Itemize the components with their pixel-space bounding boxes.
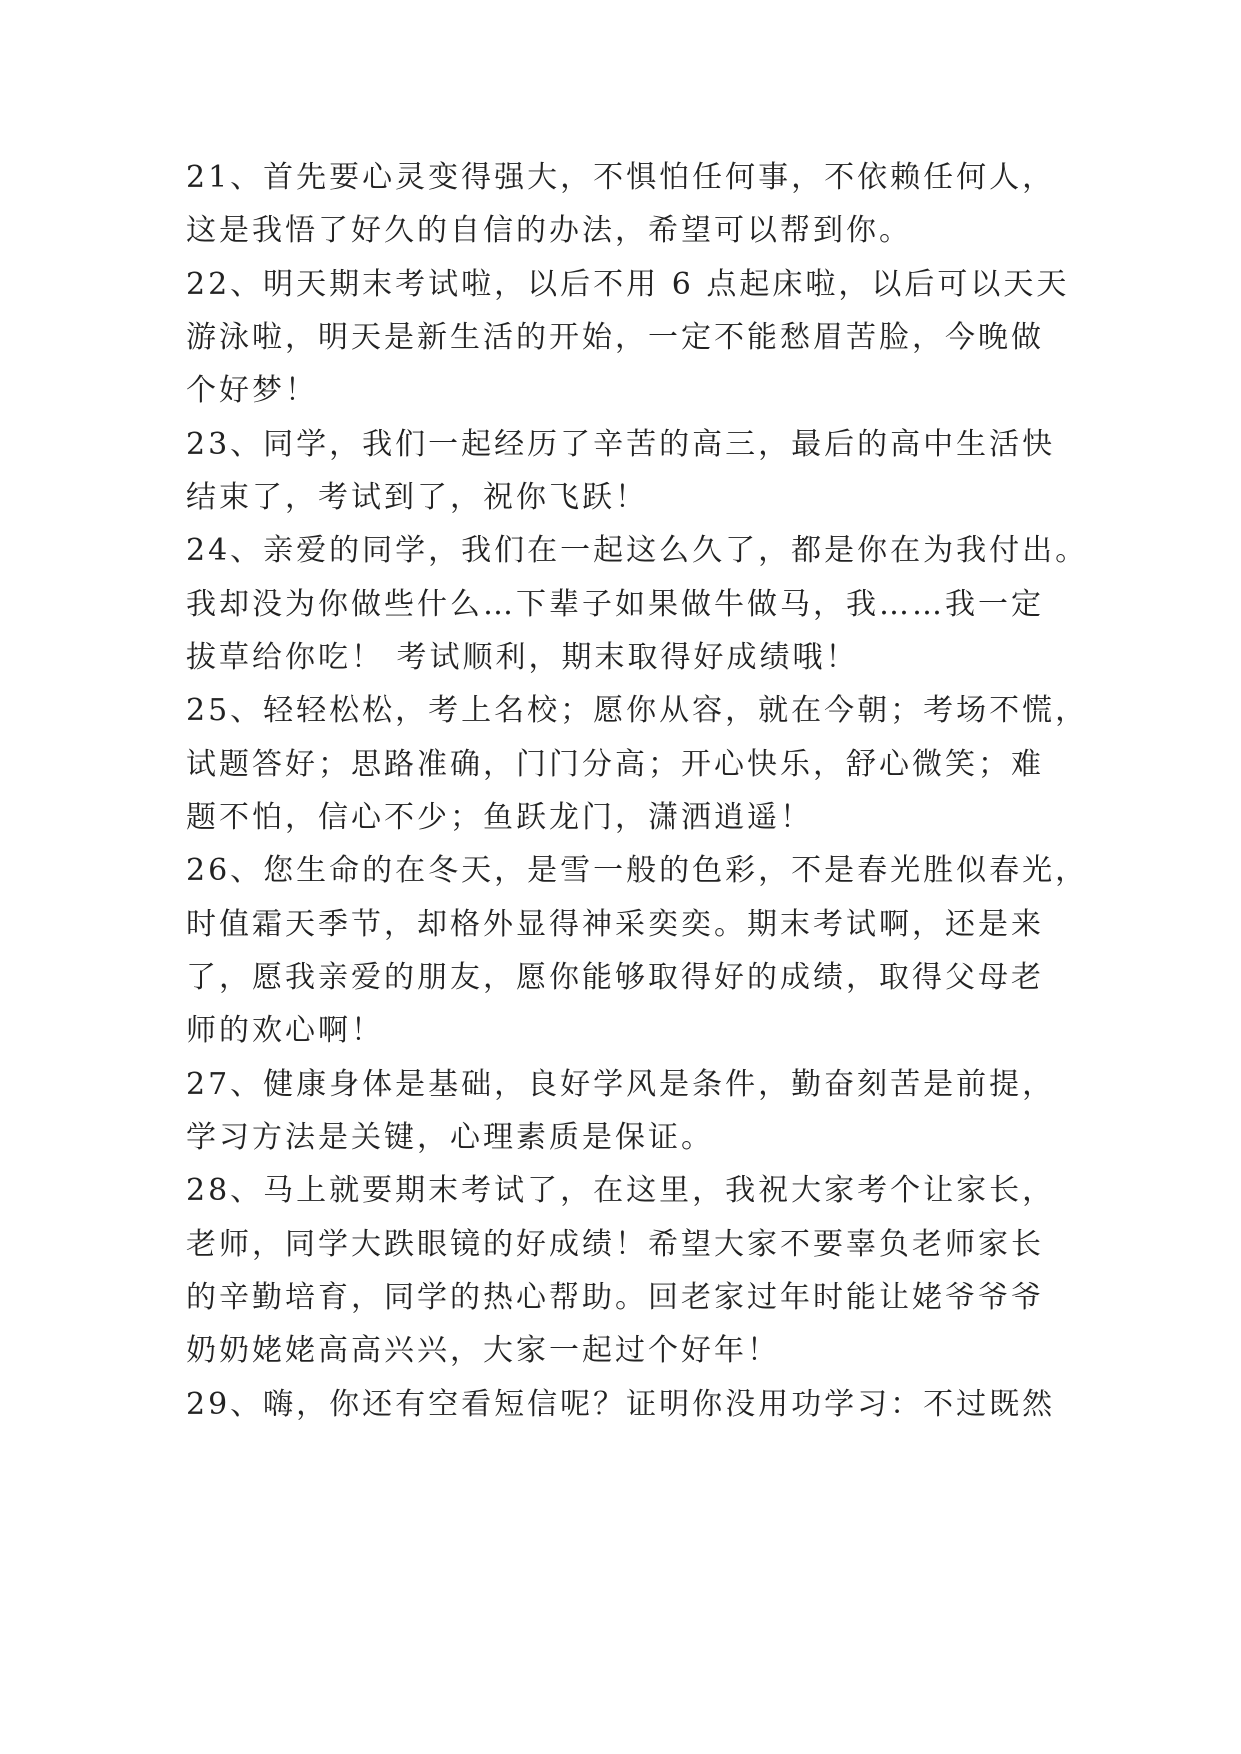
text-line: 29、嗨，你还有空看短信呢？证明你没用功学习：不过既然: [186, 1387, 1056, 1422]
text-line: 24、亲爱的同学，我们在一起这么久了，都是你在为我付出。: [186, 533, 1089, 568]
text-line: 21、首先要心灵变得强大，不惧怕任何事，不依赖任何人，: [186, 160, 1056, 195]
text-line: 师的欢心啊！: [186, 1013, 384, 1048]
text-line: 这是我悟了好久的自信的办法，希望可以帮到你。: [186, 213, 912, 248]
text-line: 老师，同学大跌眼镜的好成绩！希望大家不要辜负老师家长: [186, 1227, 1044, 1262]
text-line: 时值霜天季节，却格外显得神采奕奕。期末考试啊，还是来: [186, 907, 1044, 942]
text-line: 游泳啦，明天是新生活的开始，一定不能愁眉苦脸，今晚做: [186, 320, 1044, 355]
text-line: 28、马上就要期末考试了，在这里，我祝大家考个让家长，: [186, 1173, 1056, 1208]
text-line: 了，愿我亲爱的朋友，愿你能够取得好的成绩，取得父母老: [186, 960, 1044, 995]
text-line: 25、轻轻松松，考上名校；愿你从容，就在今朝；考场不慌，: [186, 693, 1089, 728]
text-line: 拔草给你吃！ 考试顺利，期末取得好成绩哦！: [186, 640, 859, 675]
text-line: 个好梦！: [186, 373, 318, 408]
text-line: 题不怕，信心不少；鱼跃龙门，潇洒逍遥！: [186, 800, 813, 835]
text-line: 学习方法是关键，心理素质是保证。: [186, 1120, 714, 1155]
text-line: 试题答好；思路准确，门门分高；开心快乐，舒心微笑；难: [186, 747, 1044, 782]
text-line: 27、健康身体是基础，良好学风是条件，勤奋刻苦是前提，: [186, 1067, 1056, 1102]
text-line: 23、同学，我们一起经历了辛苦的高三，最后的高中生活快: [186, 427, 1056, 462]
text-line: 结束了，考试到了，祝你飞跃！: [186, 480, 648, 515]
text-line: 奶奶姥姥高高兴兴，大家一起过个好年！: [186, 1333, 780, 1368]
text-line: 26、您生命的在冬天，是雪一般的色彩，不是春光胜似春光，: [186, 853, 1089, 888]
text-line: 22、明天期末考试啦，以后不用 6 点起床啦，以后可以天天: [186, 267, 1070, 302]
text-line: 的辛勤培育，同学的热心帮助。回老家过年时能让姥爷爷爷: [186, 1280, 1044, 1315]
text-line: 我却没为你做些什么…下辈子如果做牛做马，我……我一定: [186, 587, 1044, 622]
